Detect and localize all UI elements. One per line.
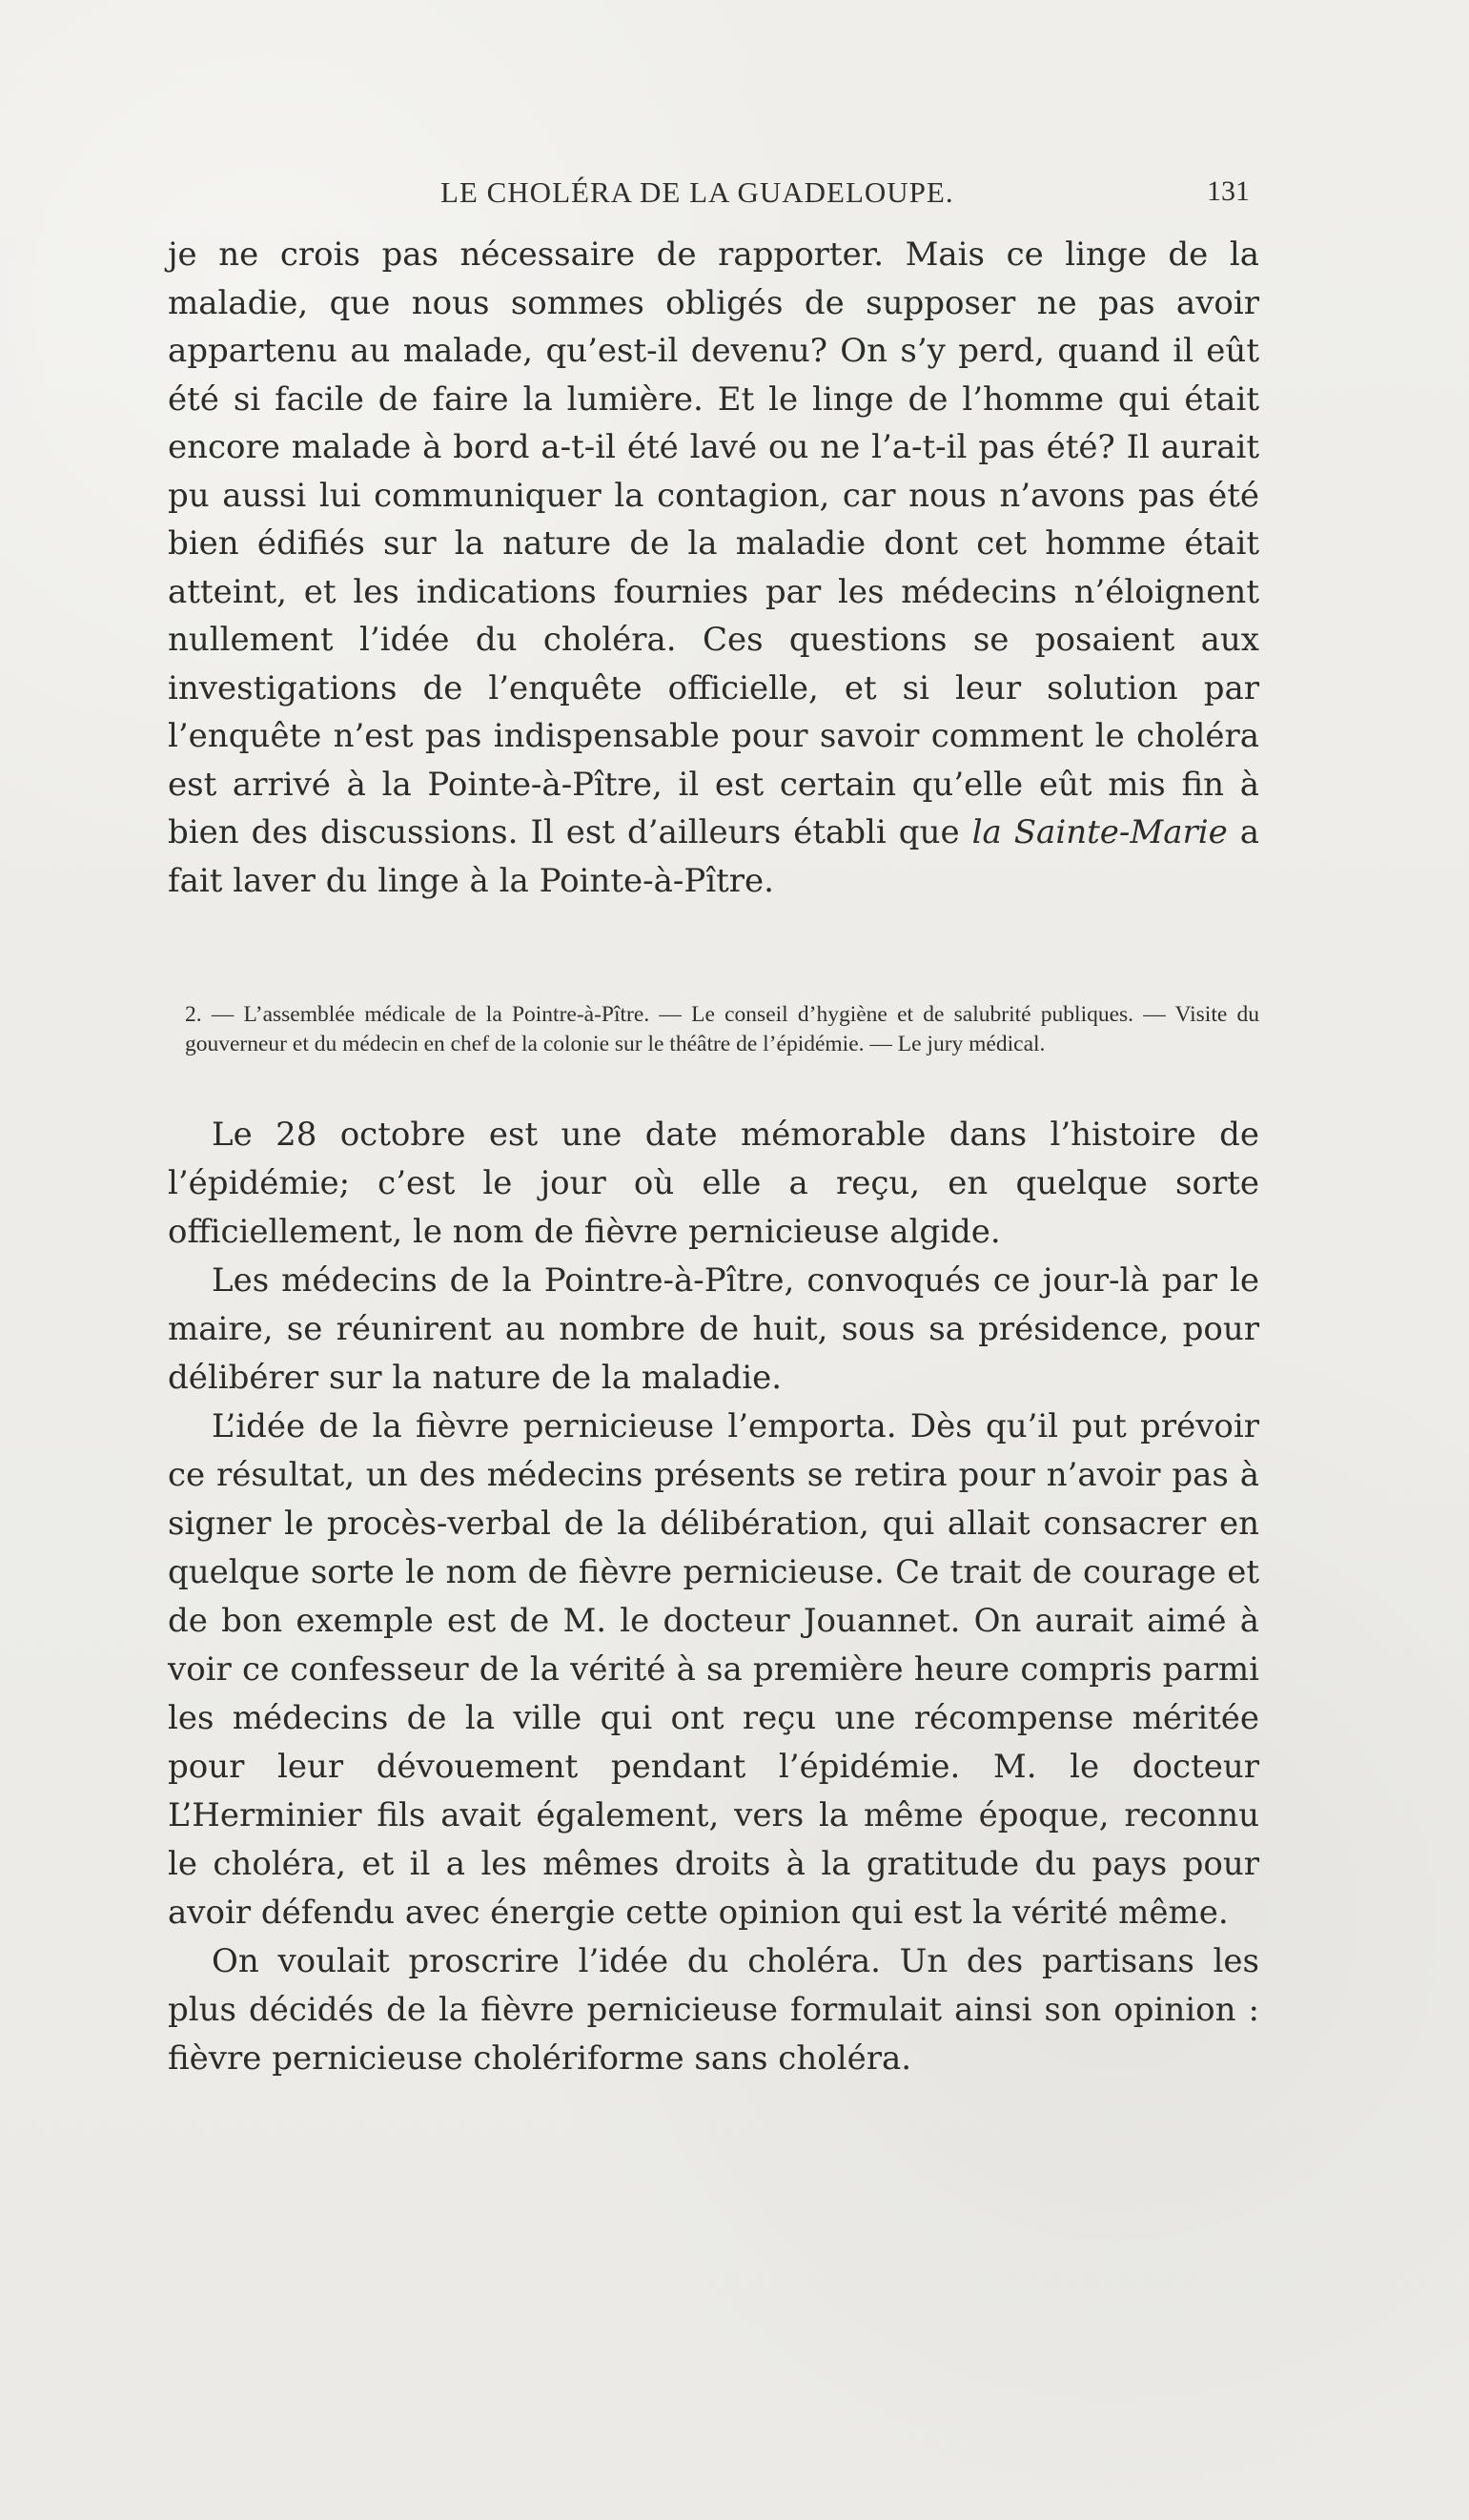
intro-before-italic: je ne crois pas nécessaire de rapporter. Mais ce linge de la maladie, que nous sommes obligés de supposer ne pas avoir appartenu au malade, qu’est-il devenu? On s’y perd, quand il eût été si facile de faire la lumière. Et le linge de l’homme qui était encore malade à bord a-t-il été lavé ou ne l’a-t-il pas été? Il aurait pu aussi lui communiquer la contagion, car nous n’avons pas été bien édifiés sur la nature de la maladie dont cet homme était atteint, et les indications fournies par les médecins n’éloignent nullement l’idée du choléra. Ces questions se posaient aux investigations de l’enquête officielle, et si leur solution par l’enquête n’est pas indispensable pour savoir comment le choléra est arrivé à la Pointe-à-Pître, il est certain qu’elle eût mis fin à bien des discussions. Il est d’ailleurs établi que xyxy=(168,236,1259,851)
ship-name: la Sainte-Marie xyxy=(971,813,1228,851)
section-heading: 2. — L’assemblée médicale de la Pointre-à-Pître. — Le conseil d’hygiène et de salubrité publiques. — Visite du gouverneur et du médecin en chef de la colonie sur le théâtre de l’épidémie. — Le jury médical. xyxy=(185,1002,1259,1056)
intro-paragraph xyxy=(168,231,1259,905)
running-head: LE CHOLÉRA DE LA GUADELOUPE. xyxy=(440,175,954,209)
page-header xyxy=(0,175,1469,210)
body-paragraph-3: L’idée de la fièvre pernicieuse l’emporta. Dès qu’il put prévoir ce résultat, un des médecins présents se retira pour n’avoir pas à signer le procès-verbal de la délibération, qui allait consacrer en quelque sorte le nom de fièvre pernicieuse. Ce trait de courage et de bon exemple est de M. le docteur Jouannet. On aurait aimé à voir ce confesseur de la vérité à sa première heure compris parmi les médecins de la ville qui ont reçu une récompense méritée pour leur dévouement pendant l’épidémie. M. le docteur L’Herminier fils avait également, vers la même époque, reconnu le choléra, et il a les mêmes droits à la gratitude du pays pour avoir défendu avec énergie cette opinion qui est la vérité même. xyxy=(168,1407,1259,1932)
intro-after-italic: a fait laver du linge à la Pointe-à-Pître. xyxy=(168,813,1260,900)
body-paragraph-2: Les médecins de la Pointre-à-Pître, convoqués ce jour-là par le maire, se réunirent au nombre de huit, sous sa présidence, pour délibérer sur la nature de la maladie. xyxy=(168,1261,1259,1397)
body-paragraph-1: Le 28 octobre est une date mémorable dans l’histoire de l’épidémie; c’est le jour où elle a reçu, en quelque sorte officiellement, le nom de fièvre pernicieuse algide. xyxy=(168,1116,1259,1251)
body-paragraph-4: On voulait proscrire l’idée du choléra. Un des partisans les plus décidés de la fièvre pernicieuse formulait ainsi son opinion : fièvre pernicieuse cholériforme sans choléra. xyxy=(168,1942,1259,2078)
page-content xyxy=(168,231,1259,2083)
section-body xyxy=(168,1111,1259,2083)
page-number: 131 xyxy=(1207,175,1250,207)
